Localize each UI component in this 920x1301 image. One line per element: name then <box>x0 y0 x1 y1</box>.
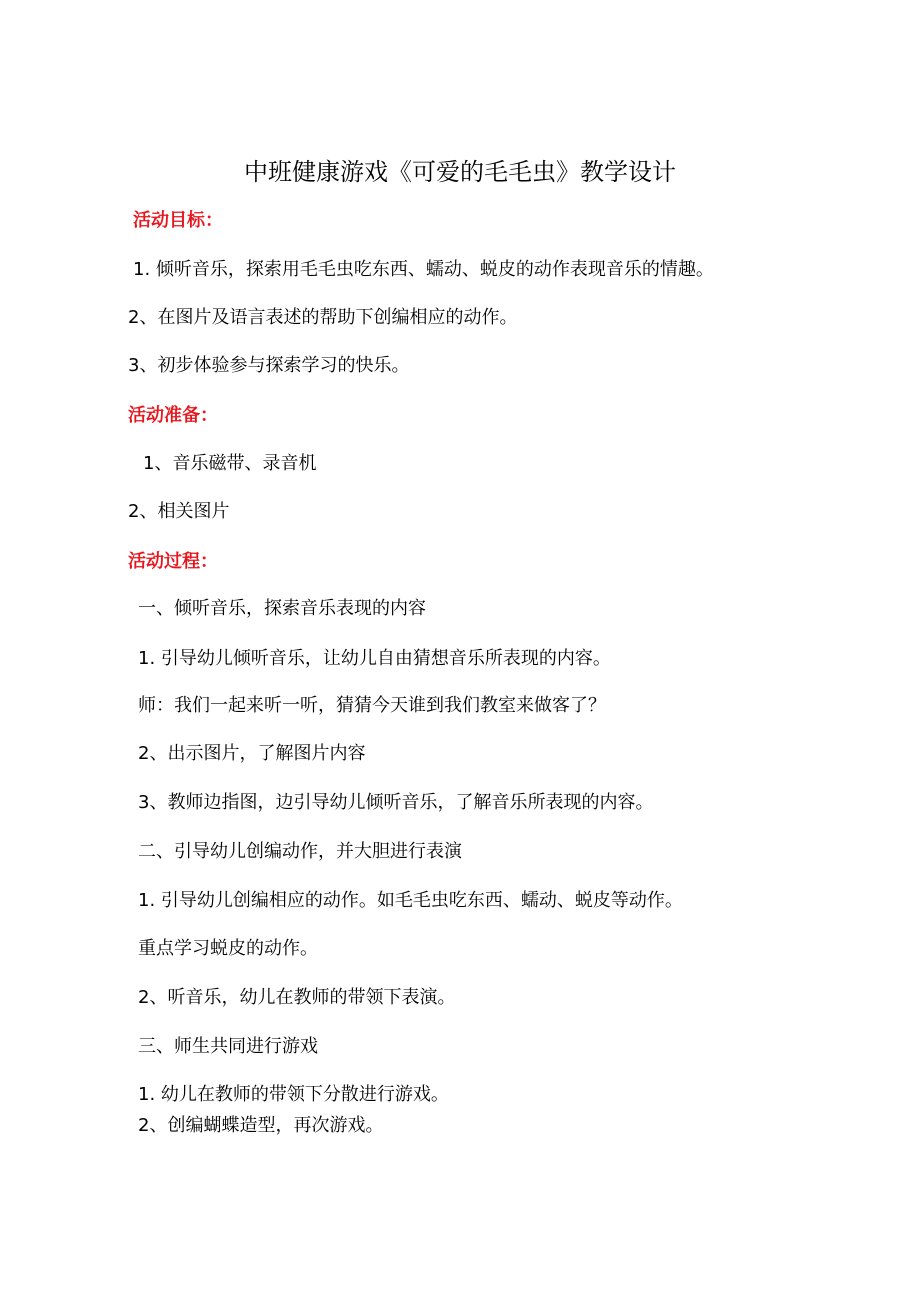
goals-heading: 活动目标： <box>133 210 223 231</box>
document-title: 中班健康游戏《可爱的毛毛虫》教学设计 <box>244 158 676 186</box>
process-line-1-2: 2、出示图片，了解图片内容 <box>138 743 366 764</box>
process-line-3-2: 2、创编蝴蝶造型，再次游戏。 <box>138 1115 384 1136</box>
process-heading: 活动过程： <box>128 551 218 572</box>
goal-item-3: 3、初步体验参与探索学习的快乐。 <box>128 355 410 376</box>
process-line-3-1: 1. 幼儿在教师的带领下分散进行游戏。 <box>138 1084 449 1105</box>
process-line-2-note: 重点学习蜕皮的动作。 <box>138 938 318 959</box>
preparation-item-1: 1、音乐磁带、录音机 <box>143 453 317 474</box>
process-step-1: 一、倾听音乐，探索音乐表现的内容 <box>138 598 426 619</box>
preparation-item-2: 2、相关图片 <box>128 501 230 522</box>
process-step-2: 二、引导幼儿创编动作，并大胆进行表演 <box>138 841 462 862</box>
process-teacher-line: 师：我们一起来听一听，猜猜今天谁到我们教室来做客了？ <box>138 695 606 716</box>
process-line-1-1: 1. 引导幼儿倾听音乐，让幼儿自由猜想音乐所表现的内容。 <box>138 648 611 669</box>
goal-item-2: 2、在图片及语言表述的帮助下创编相应的动作。 <box>128 307 518 328</box>
process-line-1-3: 3、教师边指图，边引导幼儿倾听音乐，了解音乐所表现的内容。 <box>138 792 654 813</box>
process-step-3: 三、师生共同进行游戏 <box>138 1036 318 1057</box>
goal-item-1: 1. 倾听音乐，探索用毛毛虫吃东西、蠕动、蜕皮的动作表现音乐的情趣。 <box>133 259 714 280</box>
process-line-2-1: 1. 引导幼儿创编相应的动作。如毛毛虫吃东西、蠕动、蜕皮等动作。 <box>138 890 683 911</box>
process-line-2-2: 2、听音乐，幼儿在教师的带领下表演。 <box>138 987 456 1008</box>
preparation-heading: 活动准备： <box>128 405 218 426</box>
